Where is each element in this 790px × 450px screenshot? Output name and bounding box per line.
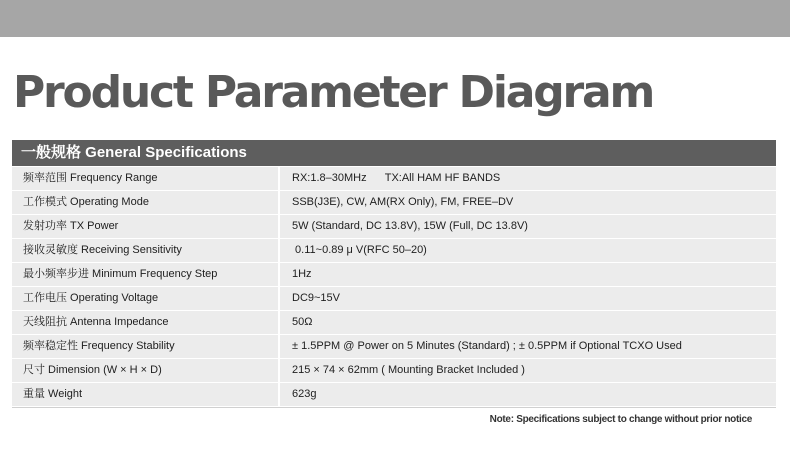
row-label: 尺寸 Dimension (W × H × D) xyxy=(12,359,278,382)
row-label: 发射功率 TX Power xyxy=(12,215,278,238)
row-value: 623g xyxy=(280,383,776,406)
page-title: Product Parameter Diagram xyxy=(13,67,654,118)
row-value: SSB(J3E), CW, AM(RX Only), FM, FREE–DV xyxy=(280,191,776,214)
row-label: 频率稳定性 Frequency Stability xyxy=(12,335,278,358)
row-label: 接收灵敏度 Receiving Sensitivity xyxy=(12,239,278,262)
row-label: 工作电压 Operating Voltage xyxy=(12,287,278,310)
row-value: 50Ω xyxy=(280,311,776,334)
spec-table xyxy=(12,140,776,408)
row-label: 天线阻抗 Antenna Impedance xyxy=(12,311,278,334)
row-label: 重量 Weight xyxy=(12,383,278,406)
table-row xyxy=(12,383,776,406)
row-value: ± 1.5PPM @ Power on 5 Minutes (Standard) ; ± 0.5PPM if Optional TCXO Used xyxy=(280,335,776,358)
table-row xyxy=(12,287,776,310)
row-value: 215 × 74 × 62mm ( Mounting Bracket Included ) xyxy=(280,359,776,382)
row-value: 1Hz xyxy=(280,263,776,286)
table-row xyxy=(12,215,776,238)
table-row xyxy=(12,191,776,214)
row-value: 0.11~0.89 μ V(RFC 50–20) xyxy=(280,239,776,262)
top-banner xyxy=(0,0,790,37)
table-row xyxy=(12,263,776,286)
row-label: 工作模式 Operating Mode xyxy=(12,191,278,214)
table-header: 一般规格 General Specifications xyxy=(12,140,776,166)
row-label: 频率范围 Frequency Range xyxy=(12,167,278,190)
table-row xyxy=(12,311,776,334)
table-row xyxy=(12,335,776,358)
row-value: RX:1.8–30MHz TX:All HAM HF BANDS xyxy=(280,167,776,190)
table-row xyxy=(12,167,776,190)
footnote: Note: Specifications subject to change without prior notice xyxy=(489,414,752,425)
row-value: DC9~15V xyxy=(280,287,776,310)
row-label: 最小频率步进 Minimum Frequency Step xyxy=(12,263,278,286)
table-bottom-divider xyxy=(12,407,776,408)
table-row xyxy=(12,239,776,262)
table-row xyxy=(12,359,776,382)
row-value: 5W (Standard, DC 13.8V), 15W (Full, DC 13.8V) xyxy=(280,215,776,238)
